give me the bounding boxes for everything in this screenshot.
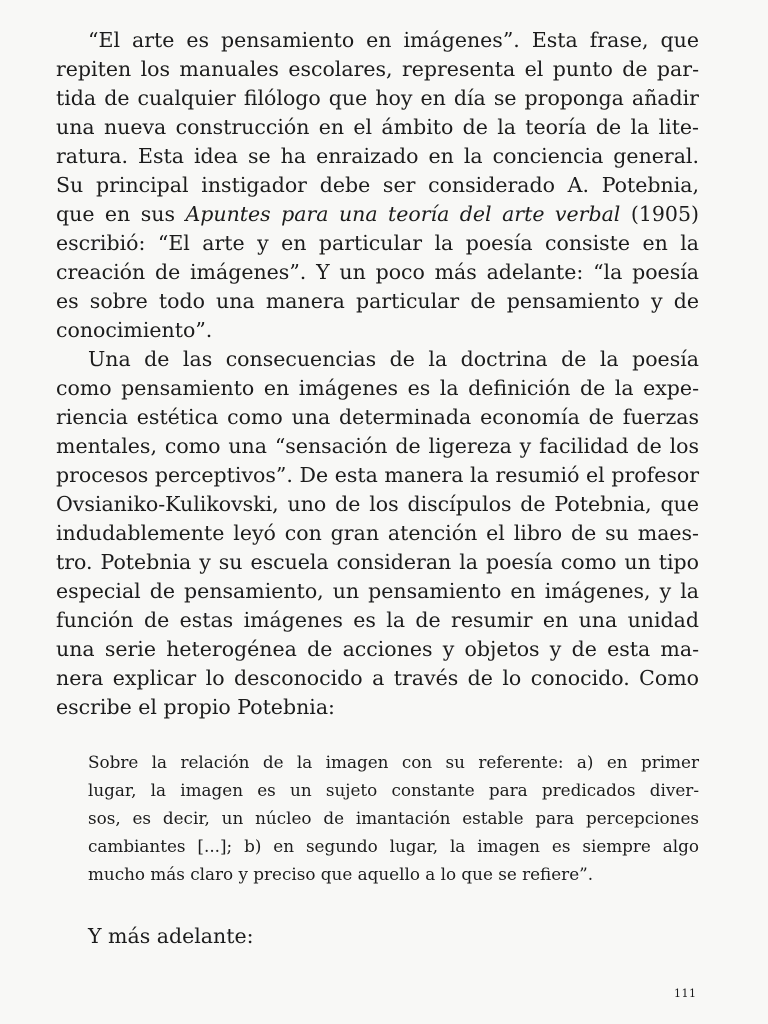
text-line: especial de pensamiento, un pensamiento en imágenes, y la	[56, 579, 699, 603]
text-line: riencia estética como una determinada economía de fuerzas	[56, 405, 699, 429]
text-line: nera explicar lo desconocido a través de lo conocido. Como	[56, 666, 699, 690]
quote-line: cambiantes [...]; b) en segundo lugar, la imagen es siempre algo	[88, 836, 699, 856]
text-run: que en sus	[56, 202, 186, 226]
text-line: como pensamiento en imágenes es la definición de la expe-	[56, 376, 699, 400]
text-line: una nueva construcción en el ámbito de la teoría de la lite-	[56, 115, 699, 139]
text-line: Ovsianiko-Kulikovski, uno de los discípulos de Potebnia, que	[56, 492, 699, 516]
text-line: mentales, como una “sensación de ligereza y facilidad de los	[56, 434, 699, 458]
text-line: creación de imágenes”. Y un poco más adelante: “la poesía	[56, 260, 699, 284]
quote-line: Sobre la relación de la imagen con su referente: a) en primer	[88, 752, 699, 772]
text-line: escribe el propio Potebnia:	[56, 695, 335, 719]
book-title: Apuntes para una teoría del arte verbal	[185, 202, 621, 226]
text-line: una serie heterogénea de acciones y objetos y de esta ma-	[56, 637, 699, 661]
text-line-with-title	[56, 200, 699, 229]
text-line: función de estas imágenes es la de resumir en una unidad	[56, 608, 699, 632]
quote-line: mucho más claro y preciso que aquello a lo que se refiere”.	[88, 864, 594, 884]
page-number: 111	[674, 987, 697, 1000]
text-line: ratura. Esta idea se ha enraizado en la conciencia general.	[56, 144, 699, 168]
text-line: indudablemente leyó con gran atención el libro de su maes-	[56, 521, 699, 545]
closing-line: Y más adelante:	[88, 924, 254, 948]
quote-line: sos, es decir, un núcleo de imantación estable para percepciones	[88, 808, 699, 828]
text-line: procesos perceptivos”. De esta manera la resumió el profesor	[56, 463, 699, 487]
text-line: Una de las consecuencias de la doctrina de la poesía	[88, 347, 699, 371]
text-line: tro. Potebnia y su escuela consideran la poesía como un tipo	[56, 550, 699, 574]
text-line: “El arte es pensamiento en imágenes”. Esta frase, que	[88, 28, 699, 52]
quote-line: lugar, la imagen es un sujeto constante para predicados diver-	[88, 780, 699, 800]
text-line: repiten los manuales escolares, representa el punto de par-	[56, 57, 699, 81]
text-line: es sobre todo una manera particular de pensamiento y de	[56, 289, 699, 313]
text-line: conocimiento”.	[56, 318, 213, 342]
text-line: escribió: “El arte y en particular la poesía consiste en la	[56, 231, 699, 255]
text-line: Su principal instigador debe ser considerado A. Potebnia,	[56, 173, 699, 197]
text-line: tida de cualquier filólogo que hoy en día se proponga añadir	[56, 86, 699, 110]
text-run: (1905)	[620, 202, 699, 226]
